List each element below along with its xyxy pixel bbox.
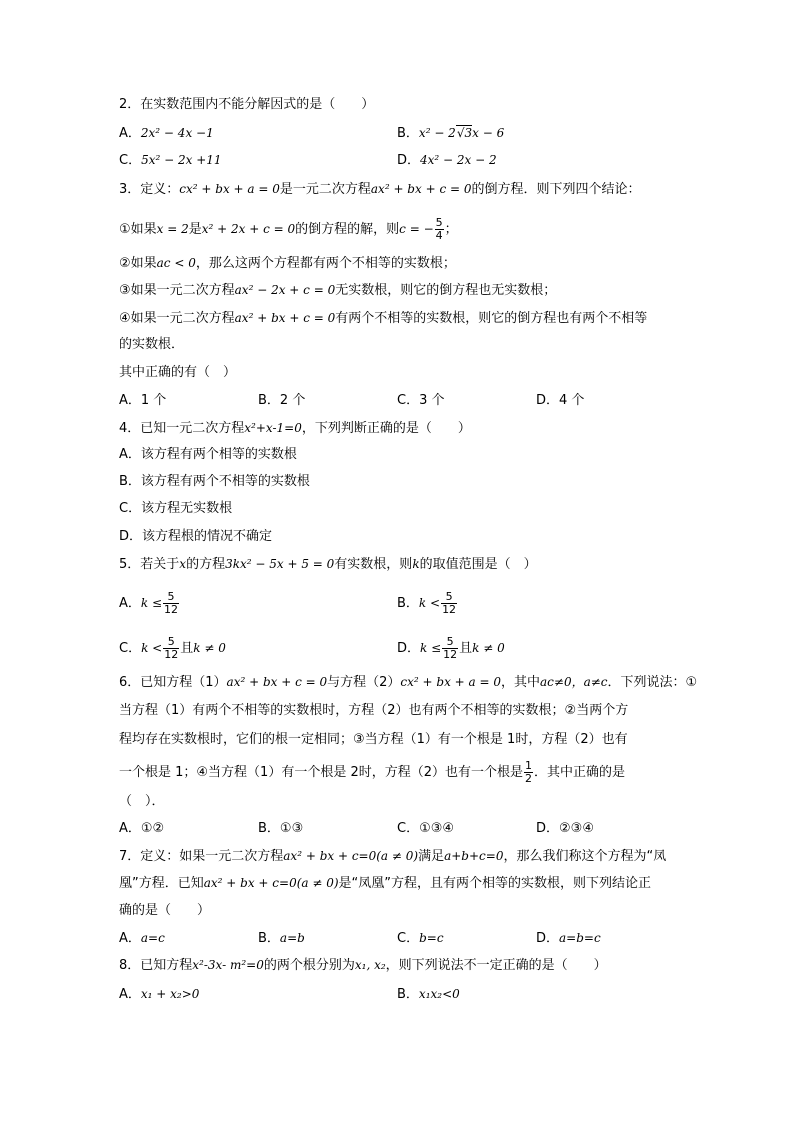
q7-option-d xyxy=(536,929,601,948)
math: ax² + bx + c = 0 xyxy=(370,182,472,196)
fraction xyxy=(524,760,533,785)
option-math: 4x² − 2x − 2 xyxy=(420,153,497,167)
math: c = − xyxy=(399,222,434,236)
math-part: x − 6 xyxy=(472,126,505,140)
text: 4．已知一元二次方程 xyxy=(119,421,245,436)
option-label: B． xyxy=(397,126,419,141)
q7-line-1 xyxy=(119,847,666,866)
option-label: D． xyxy=(536,931,560,946)
text: 的方程 xyxy=(186,557,226,572)
text: ，其中 xyxy=(501,675,541,690)
math: ax² + bx + c=0(a ≠ 0) xyxy=(283,849,419,863)
option-math xyxy=(419,125,504,140)
fraction xyxy=(163,591,179,616)
text: 无实数根，则它的倒方程也无实数根； xyxy=(335,283,557,298)
math: ax² + bx + c=0(a ≠ 0) xyxy=(203,876,339,890)
q2-option-d xyxy=(397,151,497,170)
denominator: 12 xyxy=(442,603,457,616)
q4-option-a: A．该方程有两个相等的实数根 xyxy=(119,447,297,462)
denominator: 4 xyxy=(435,229,443,242)
math: k xyxy=(412,557,420,571)
math: k < xyxy=(418,596,441,610)
denominator: 12 xyxy=(443,648,458,661)
option-label: B． xyxy=(258,931,280,946)
q6-line-3: 程均存在实数根时，它们的根一定相同；③当方程（1）有一个根是 1时，方程（2）也有 xyxy=(119,732,628,747)
q4-option-d: D．该方程根的情况不确定 xyxy=(119,529,273,544)
q3-statement-3 xyxy=(119,281,556,300)
q6-option-a: A．①② xyxy=(119,821,165,836)
option-label: A． xyxy=(119,931,141,946)
q6-line-5: （ ）． xyxy=(119,794,165,809)
text: 一个根是 1；④当方程（1）有一个根是 2时，方程（2）也有一个根是 xyxy=(119,765,524,780)
q3-option-a: A．1 个 xyxy=(119,393,167,408)
text: 且 xyxy=(180,641,194,656)
denominator: 12 xyxy=(164,648,179,661)
text: 与方程（2） xyxy=(327,675,401,690)
text: ②如果 xyxy=(119,256,157,271)
text: ③如果一元二次方程 xyxy=(119,283,235,298)
q3-option-d: D．4 个 xyxy=(536,393,585,408)
option-label: C． xyxy=(397,931,420,946)
text: ．下列说法：① xyxy=(607,675,698,690)
q3-statement-1 xyxy=(119,217,458,242)
fraction xyxy=(435,217,444,242)
numerator: 5 xyxy=(435,216,443,229)
option-label: A． xyxy=(119,987,141,1002)
option-math: 5x² − 2x +11 xyxy=(141,153,222,167)
denominator: 2 xyxy=(525,772,533,785)
q8-option-b xyxy=(397,985,460,1004)
q4-option-b: B．该方程有两个不相等的实数根 xyxy=(119,474,310,489)
q5-option-b xyxy=(397,591,458,616)
option-label: C． xyxy=(119,641,142,656)
q7-line-3: 确的是（ ） xyxy=(119,903,211,918)
q2-option-a xyxy=(119,124,214,143)
q2-stem: 2．在实数范围内不能分解因式的是（ ） xyxy=(119,97,375,112)
math: ac≠0，a≠c xyxy=(540,675,608,689)
math: ax² + bx + c = 0 xyxy=(234,311,336,325)
text: 凰”方程．已知 xyxy=(119,876,204,891)
text: ，那么我们称这个方程为“凤 xyxy=(503,849,667,864)
math: a=b=c xyxy=(559,931,601,945)
text: 3．定义： xyxy=(119,182,180,197)
numerator: 5 xyxy=(441,591,457,604)
text: 且 xyxy=(459,641,473,656)
q6-option-c: C．①③④ xyxy=(397,821,455,836)
text: ①如果 xyxy=(119,222,157,237)
q2-option-b xyxy=(397,124,504,143)
q5-option-a xyxy=(119,591,180,616)
text: 是 xyxy=(188,222,202,237)
q6-line-1 xyxy=(119,673,697,692)
numerator: 5 xyxy=(442,636,458,649)
text: 8．已知方程 xyxy=(119,958,193,973)
text: 有实数根，则 xyxy=(334,557,413,572)
math: ax² − 2x + c = 0 xyxy=(234,283,336,297)
option-label: D． xyxy=(397,641,421,656)
q7-option-a xyxy=(119,929,165,948)
math: ac < 0 xyxy=(156,256,196,270)
q5-stem xyxy=(119,555,537,574)
text: ，则下列说法不一定正确的是（ ） xyxy=(385,958,607,973)
math: k ≤ xyxy=(140,596,163,610)
text: 的两个根分别为 xyxy=(263,958,355,973)
q6-line-4 xyxy=(119,760,625,785)
option-label: D． xyxy=(397,153,421,168)
text: ； xyxy=(444,222,458,237)
text: 的倒方程．则下列四个结论： xyxy=(471,182,641,197)
math-part: x² − 2 xyxy=(418,126,456,140)
q3-stem xyxy=(119,180,641,199)
fraction xyxy=(163,636,179,661)
numerator: 5 xyxy=(163,591,179,604)
q3-statement-4-cont: 的实数根． xyxy=(119,337,185,352)
q7-line-2 xyxy=(119,874,651,893)
math: k ≤ xyxy=(420,641,442,655)
denominator: 12 xyxy=(164,603,179,616)
q6-line-2: 当方程（1）有两个不相等的实数根时，方程（2）也有两个不相等的实数根；②当两个方 xyxy=(119,703,629,718)
numerator: 1 xyxy=(525,759,533,772)
math: x²-3x- m²=0 xyxy=(192,958,264,972)
math: cx² + bx + a = 0 xyxy=(179,182,280,196)
fraction xyxy=(442,636,458,661)
q6-option-b: B．①③ xyxy=(258,821,304,836)
q6-option-d: D．②③④ xyxy=(536,821,594,836)
option-label: A． xyxy=(119,126,141,141)
text: 的倒方程的解，则 xyxy=(295,222,400,237)
math: 3kx² − 5x + 5 = 0 xyxy=(225,557,335,571)
q3-statement-2 xyxy=(119,254,456,273)
math: x² + 2x + c = 0 xyxy=(201,222,296,236)
option-label: B． xyxy=(397,987,419,1002)
q3-option-b: B．2 个 xyxy=(258,393,306,408)
fraction xyxy=(441,591,457,616)
q5-option-d xyxy=(397,636,505,661)
text: 6．已知方程（1） xyxy=(119,675,227,690)
q3-option-c: C．3 个 xyxy=(397,393,445,408)
text: 有两个不相等的实数根，则它的倒方程也有两个不相等 xyxy=(335,311,648,326)
text: 5．若关于 xyxy=(119,557,180,572)
math: x xyxy=(179,557,187,571)
option-math: 2x² − 4x −1 xyxy=(140,126,214,140)
option-label: A． xyxy=(119,596,141,611)
q4-option-c: C．该方程无实数根 xyxy=(119,501,233,516)
text: ，那么这两个方程都有两个不相等的实数根； xyxy=(195,256,456,271)
q2-option-c xyxy=(119,151,222,170)
option-label: C． xyxy=(119,153,142,168)
math: x₁x₂<0 xyxy=(418,987,460,1001)
radicand-value: 3 xyxy=(464,126,473,140)
math: x²+x-1=0 xyxy=(244,421,302,435)
math: k ≠ 0 xyxy=(472,641,505,655)
text: 是一元二次方程 xyxy=(279,182,371,197)
math: a=b xyxy=(279,931,305,945)
math: x₁ + x₂>0 xyxy=(140,987,200,1001)
math: a+b+c=0 xyxy=(444,849,504,863)
math: ax² + bx + c = 0 xyxy=(226,675,328,689)
q5-option-c xyxy=(119,636,226,661)
q7-option-b xyxy=(258,929,305,948)
option-label: B． xyxy=(397,596,419,611)
q4-stem xyxy=(119,419,471,438)
text: 是“凤凰”方程，且有两个相等的实数根，则下列结论正 xyxy=(338,876,652,891)
text: ，下列判断正确的是（ ） xyxy=(301,421,471,436)
text: 满足 xyxy=(418,849,445,864)
numerator: 5 xyxy=(163,636,179,649)
q8-stem xyxy=(119,956,607,975)
math: x₁, x₂ xyxy=(354,958,386,972)
math: k < xyxy=(141,641,163,655)
q7-option-c xyxy=(397,929,444,948)
sqrt-radicand: √3 xyxy=(456,126,473,140)
math: b=c xyxy=(419,931,444,945)
math: k ≠ 0 xyxy=(193,641,226,655)
text: 的取值范围是（ ） xyxy=(419,557,537,572)
text: ．其中正确的是 xyxy=(534,765,626,780)
q3-statement-4 xyxy=(119,309,647,328)
math: a=c xyxy=(140,931,165,945)
text: ④如果一元二次方程 xyxy=(119,311,235,326)
math: cx² + bx + a = 0 xyxy=(400,675,502,689)
math: x = 2 xyxy=(156,222,189,236)
text: 7．定义：如果一元二次方程 xyxy=(119,849,284,864)
q3-ask: 其中正确的有（ ） xyxy=(119,365,237,380)
q8-option-a xyxy=(119,985,199,1004)
